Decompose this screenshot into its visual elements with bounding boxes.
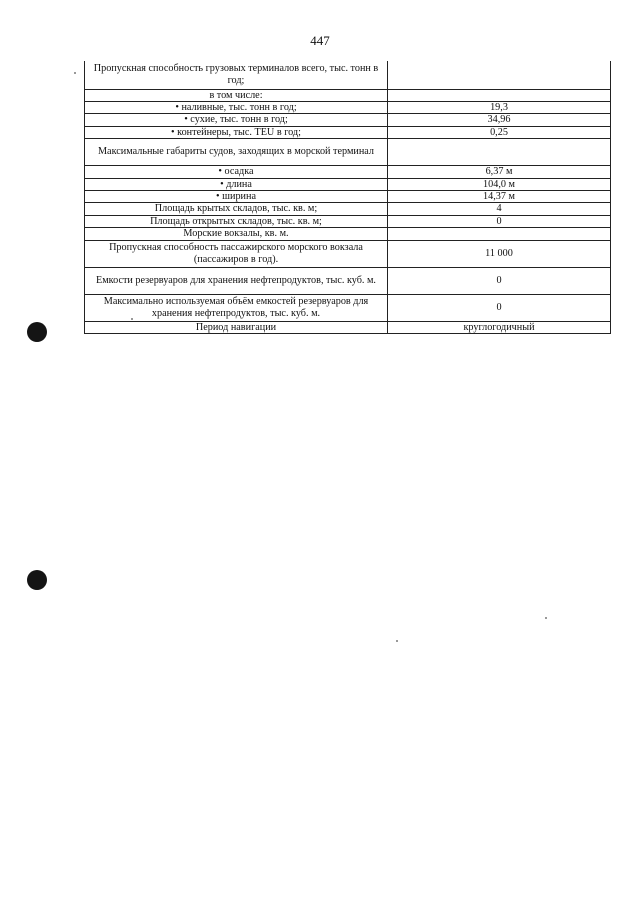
row-value: 0,25 — [388, 126, 611, 138]
table-row — [85, 191, 611, 203]
table-row — [85, 89, 611, 101]
row-value: 19,3 — [388, 101, 611, 113]
row-label: • осадка — [85, 166, 388, 178]
row-label: • ширина — [85, 191, 388, 203]
row-label: • наливные, тыс. тонн в год; — [85, 101, 388, 113]
row-label: Период навигации — [85, 321, 388, 333]
port-characteristics-table — [84, 61, 611, 334]
table-row — [85, 101, 611, 113]
row-label: Пропускная способность грузовых терминалов всего, тыс. тонн в год; — [85, 61, 388, 89]
table-row — [85, 139, 611, 166]
page-number: 447 — [310, 33, 330, 48]
table-row — [85, 267, 611, 294]
row-value: 0 — [388, 267, 611, 294]
row-value: 14,37 м — [388, 191, 611, 203]
scan-speck — [131, 318, 133, 320]
row-value: круглогодичный — [388, 321, 611, 333]
binder-hole-top — [27, 322, 47, 342]
table-row — [85, 203, 611, 215]
table-row — [85, 228, 611, 240]
scan-speck — [545, 617, 547, 619]
table-row — [85, 321, 611, 333]
row-label: Морские вокзалы, кв. м. — [85, 228, 388, 240]
binder-hole-bottom — [27, 570, 47, 590]
row-label: • сухие, тыс. тонн в год; — [85, 114, 388, 126]
table-row — [85, 166, 611, 178]
row-value: 104,0 м — [388, 178, 611, 190]
scan-speck — [74, 72, 76, 74]
port-characteristics-table-wrapper — [84, 61, 610, 334]
row-value: 11 000 — [388, 240, 611, 267]
row-label: в том числе: — [85, 89, 388, 101]
row-label: Площадь крытых складов, тыс. кв. м; — [85, 203, 388, 215]
row-label: Максимально используемая объём емкостей резервуаров для хранения нефтепродуктов, тыс. куб. м. — [85, 294, 388, 321]
row-value: 6,37 м — [388, 166, 611, 178]
table-row — [85, 61, 611, 89]
row-label: • контейнеры, тыс. TEU в год; — [85, 126, 388, 138]
table-row — [85, 126, 611, 138]
row-value: 0 — [388, 215, 611, 227]
table-row — [85, 178, 611, 190]
row-label: • длина — [85, 178, 388, 190]
table-row — [85, 114, 611, 126]
row-value: 0 — [388, 294, 611, 321]
table-row — [85, 294, 611, 321]
row-label: Пропускная способность пассажирского морского вокзала (пассажиров в год). — [85, 240, 388, 267]
row-value — [388, 61, 611, 89]
row-label: Максимальные габариты судов, заходящих в морской терминал — [85, 139, 388, 166]
row-value — [388, 89, 611, 101]
table-row — [85, 240, 611, 267]
row-label: Емкости резервуаров для хранения нефтепродуктов, тыс. куб. м. — [85, 267, 388, 294]
row-value — [388, 139, 611, 166]
row-value: 34,96 — [388, 114, 611, 126]
scan-speck — [396, 640, 398, 642]
row-label: Площадь открытых складов, тыс. кв. м; — [85, 215, 388, 227]
table-row — [85, 215, 611, 227]
row-value — [388, 228, 611, 240]
row-value: 4 — [388, 203, 611, 215]
